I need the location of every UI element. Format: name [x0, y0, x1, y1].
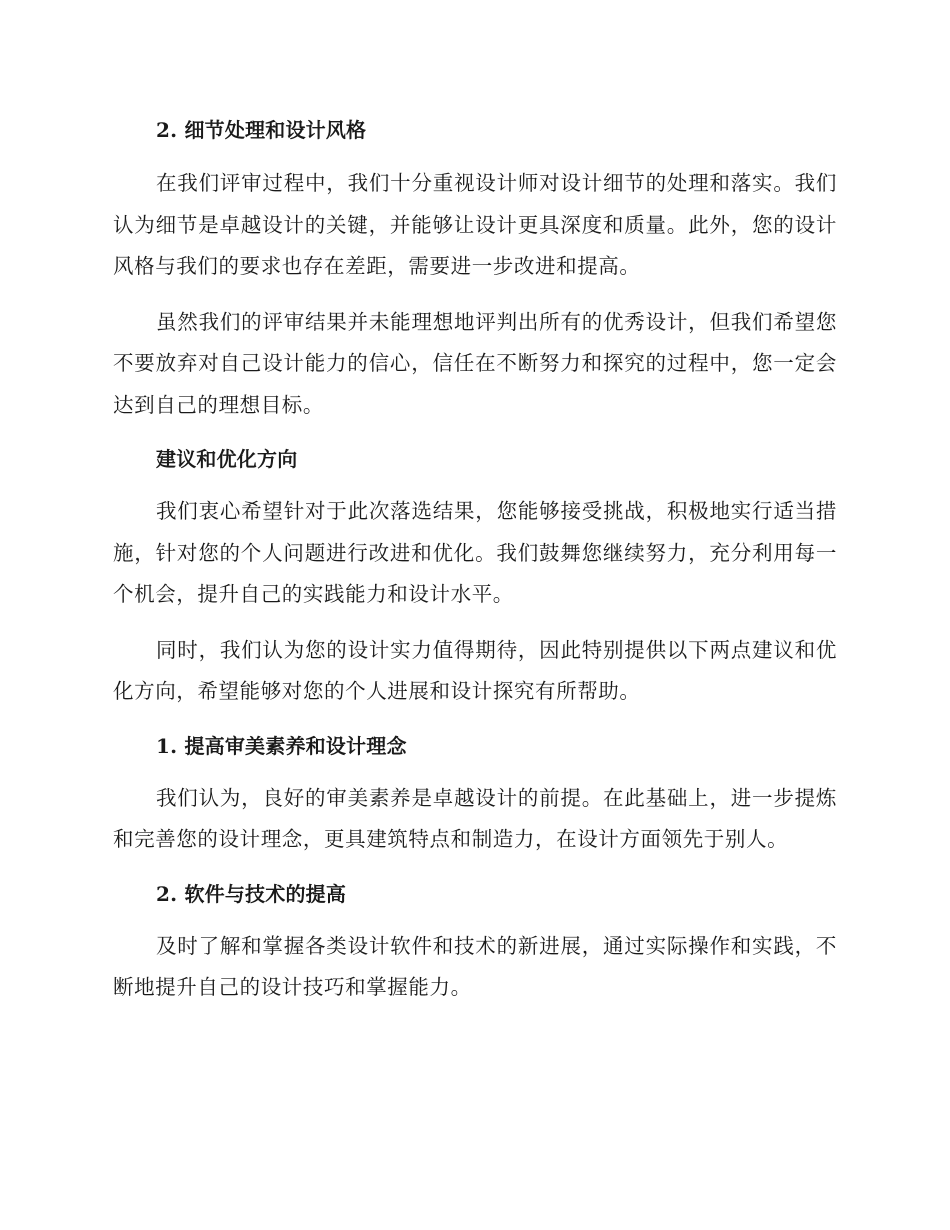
section-heading-aesthetics: 1. 提高审美素养和设计理念 [156, 733, 407, 758]
paragraph-two-suggestions: 同时，我们认为您的设计实力值得期待，因此特别提供以下两点建议和优化方向，希望能够对您的个人进展和设计探究有所帮助。 [113, 637, 837, 703]
paragraph-aesthetics: 我们认为，良好的审美素养是卓越设计的前提。在此基础上，进一步提炼和完善您的设计理念，更具建筑特点和制造力，在设计方面领先于别人。 [113, 785, 837, 851]
paragraph-detail-importance: 在我们评审过程中，我们十分重视设计师对设计细节的处理和落实。我们认为细节是卓越设计的关键，并能够让设计更具深度和质量。此外，您的设计风格与我们的要求也存在差距，需要进一步改进和提高。 [113, 171, 837, 278]
section-heading-software-tech: 2. 软件与技术的提高 [156, 881, 347, 906]
section-heading-suggestions: 建议和优化方向 [156, 447, 298, 471]
paragraph-improvement-hope: 我们衷心希望针对于此次落选结果，您能够接受挑战，积极地实行适当措施，针对您的个人问题进行改进和优化。我们鼓舞您继续努力，充分利用每一个机会，提升自己的实践能力和设计水平。 [113, 499, 837, 606]
paragraph-software-tech: 及时了解和掌握各类设计软件和技术的新进展，通过实际操作和实践，不断地提升自己的设计技巧和掌握能力。 [113, 933, 837, 999]
paragraph-encouragement: 虽然我们的评审结果并未能理想地评判出所有的优秀设计，但我们希望您不要放弃对自己设计能力的信心，信任在不断努力和探究的过程中，您一定会达到自己的理想目标。 [113, 309, 837, 417]
section-heading-detail-style: 2. 细节处理和设计风格 [156, 118, 367, 142]
